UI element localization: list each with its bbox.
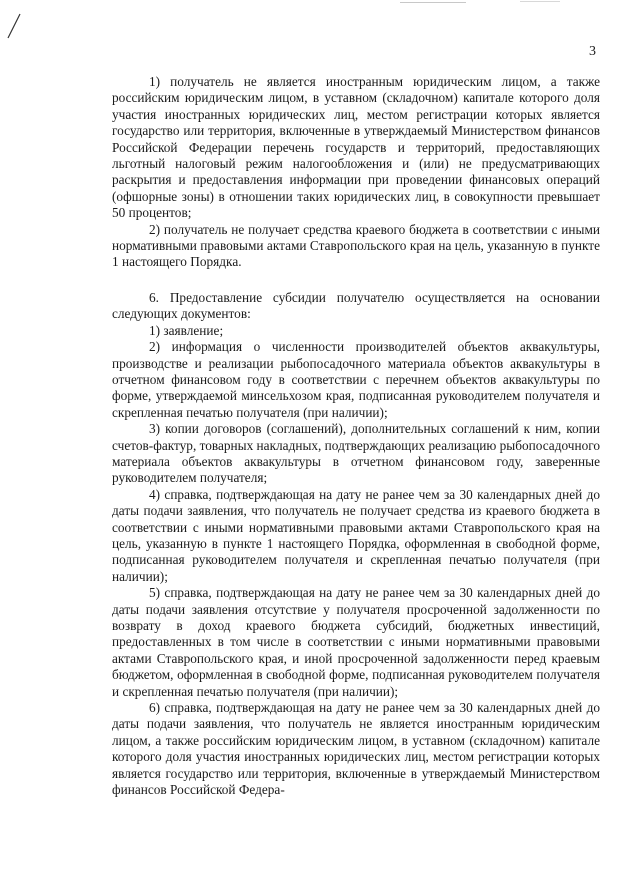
scan-artifact-line — [400, 2, 466, 3]
paragraph-1: 1) получатель не является иностранным юридическим лицом, а также российским юридическим лицом, в уставном (складочном) капитале которого доля участия иностранных юридических лиц, местом регистрации которых является государство или территория, включенные в утверждаемый Министерством финансов Российской Федерации перечень государств и территорий, предоставляющих льготный налоговый режим налогообложения и (или) не предусматривающих раскрытия и предоставления информации при проведении финансовых операций (офшорные зоны) в отношении таких юридических лиц, в совокупности превышает 50 процентов; — [112, 74, 600, 221]
paragraph-4: 1) заявление; — [149, 322, 224, 338]
paragraph-2: 2) получатель не получает средства краевого бюджета в соответствии с иными нормативными правовыми актами Ставропольского края на цель, указанную в пункте 1 настоящего Порядка. — [112, 221, 600, 270]
paragraph-5: 2) информация о численности производителей объектов аквакультуры, производстве и реализации рыбопосадочного материала объектов аквакультуры в отчетном финансовом году в соответствии с перечнем объектов аквакультуры по форме, утверждаемой минсельхозом края, подписанная руководителем получателя и скрепленная печатью получателя (при наличии); — [112, 339, 600, 420]
document-body — [112, 74, 600, 798]
scan-artifact-line — [520, 1, 560, 2]
paragraph-9: 6) справка, подтверждающая на дату не ранее чем за 30 календарных дней до даты подачи заявления, что получатель не является иностранным юридическим лицом, а также российским юридическим лицом, в уставном (складочном) капитале которого доля участия иностранных юридических лиц, местом регистрации которых является государство или территория, включенные в утверждаемый Министерством финансов Российской Федера- — [112, 700, 600, 798]
page-number: 3 — [589, 44, 596, 59]
paragraph-8: 5) справка, подтверждающая на дату не ранее чем за 30 календарных дней до даты подачи заявления отсутствие у получателя просроченной задолженности по возврату в доход краевого бюджета субсидий, бюджетных инвестиций, предоставленных в том числе в соответствии с иными нормативными правовыми актами Ставропольского края, и иной просроченной задолженности перед краевым бюджетом, оформленная в свободной форме, подписанная руководителем получателя и скрепленная печатью получателя (при наличии); — [112, 585, 600, 699]
paragraph-7: 4) справка, подтверждающая на дату не ранее чем за 30 календарных дней до даты подачи заявления, что получатель не получает средства из краевого бюджета в соответствии с иными нормативными правовыми актами Ставропольского края на цель, указанную в пункте 1 настоящего Порядка, оформленная в свободной форме, подписанная руководителем получателя и скрепленная печатью получателя (при наличии); — [112, 486, 600, 584]
paragraph-3: 6. Предоставление субсидии получателю осуществляется на основании следующих документов: — [112, 289, 600, 322]
scan-mark-icon — [6, 12, 22, 40]
paragraph-6: 3) копии договоров (соглашений), дополнительных соглашений к ним, копии счетов-фактур, товарных накладных, подтверждающих реализацию рыбопосадочного материала объектов аквакультуры в отчетном финансовом году, заверенные руководителем получателя; — [112, 421, 600, 486]
